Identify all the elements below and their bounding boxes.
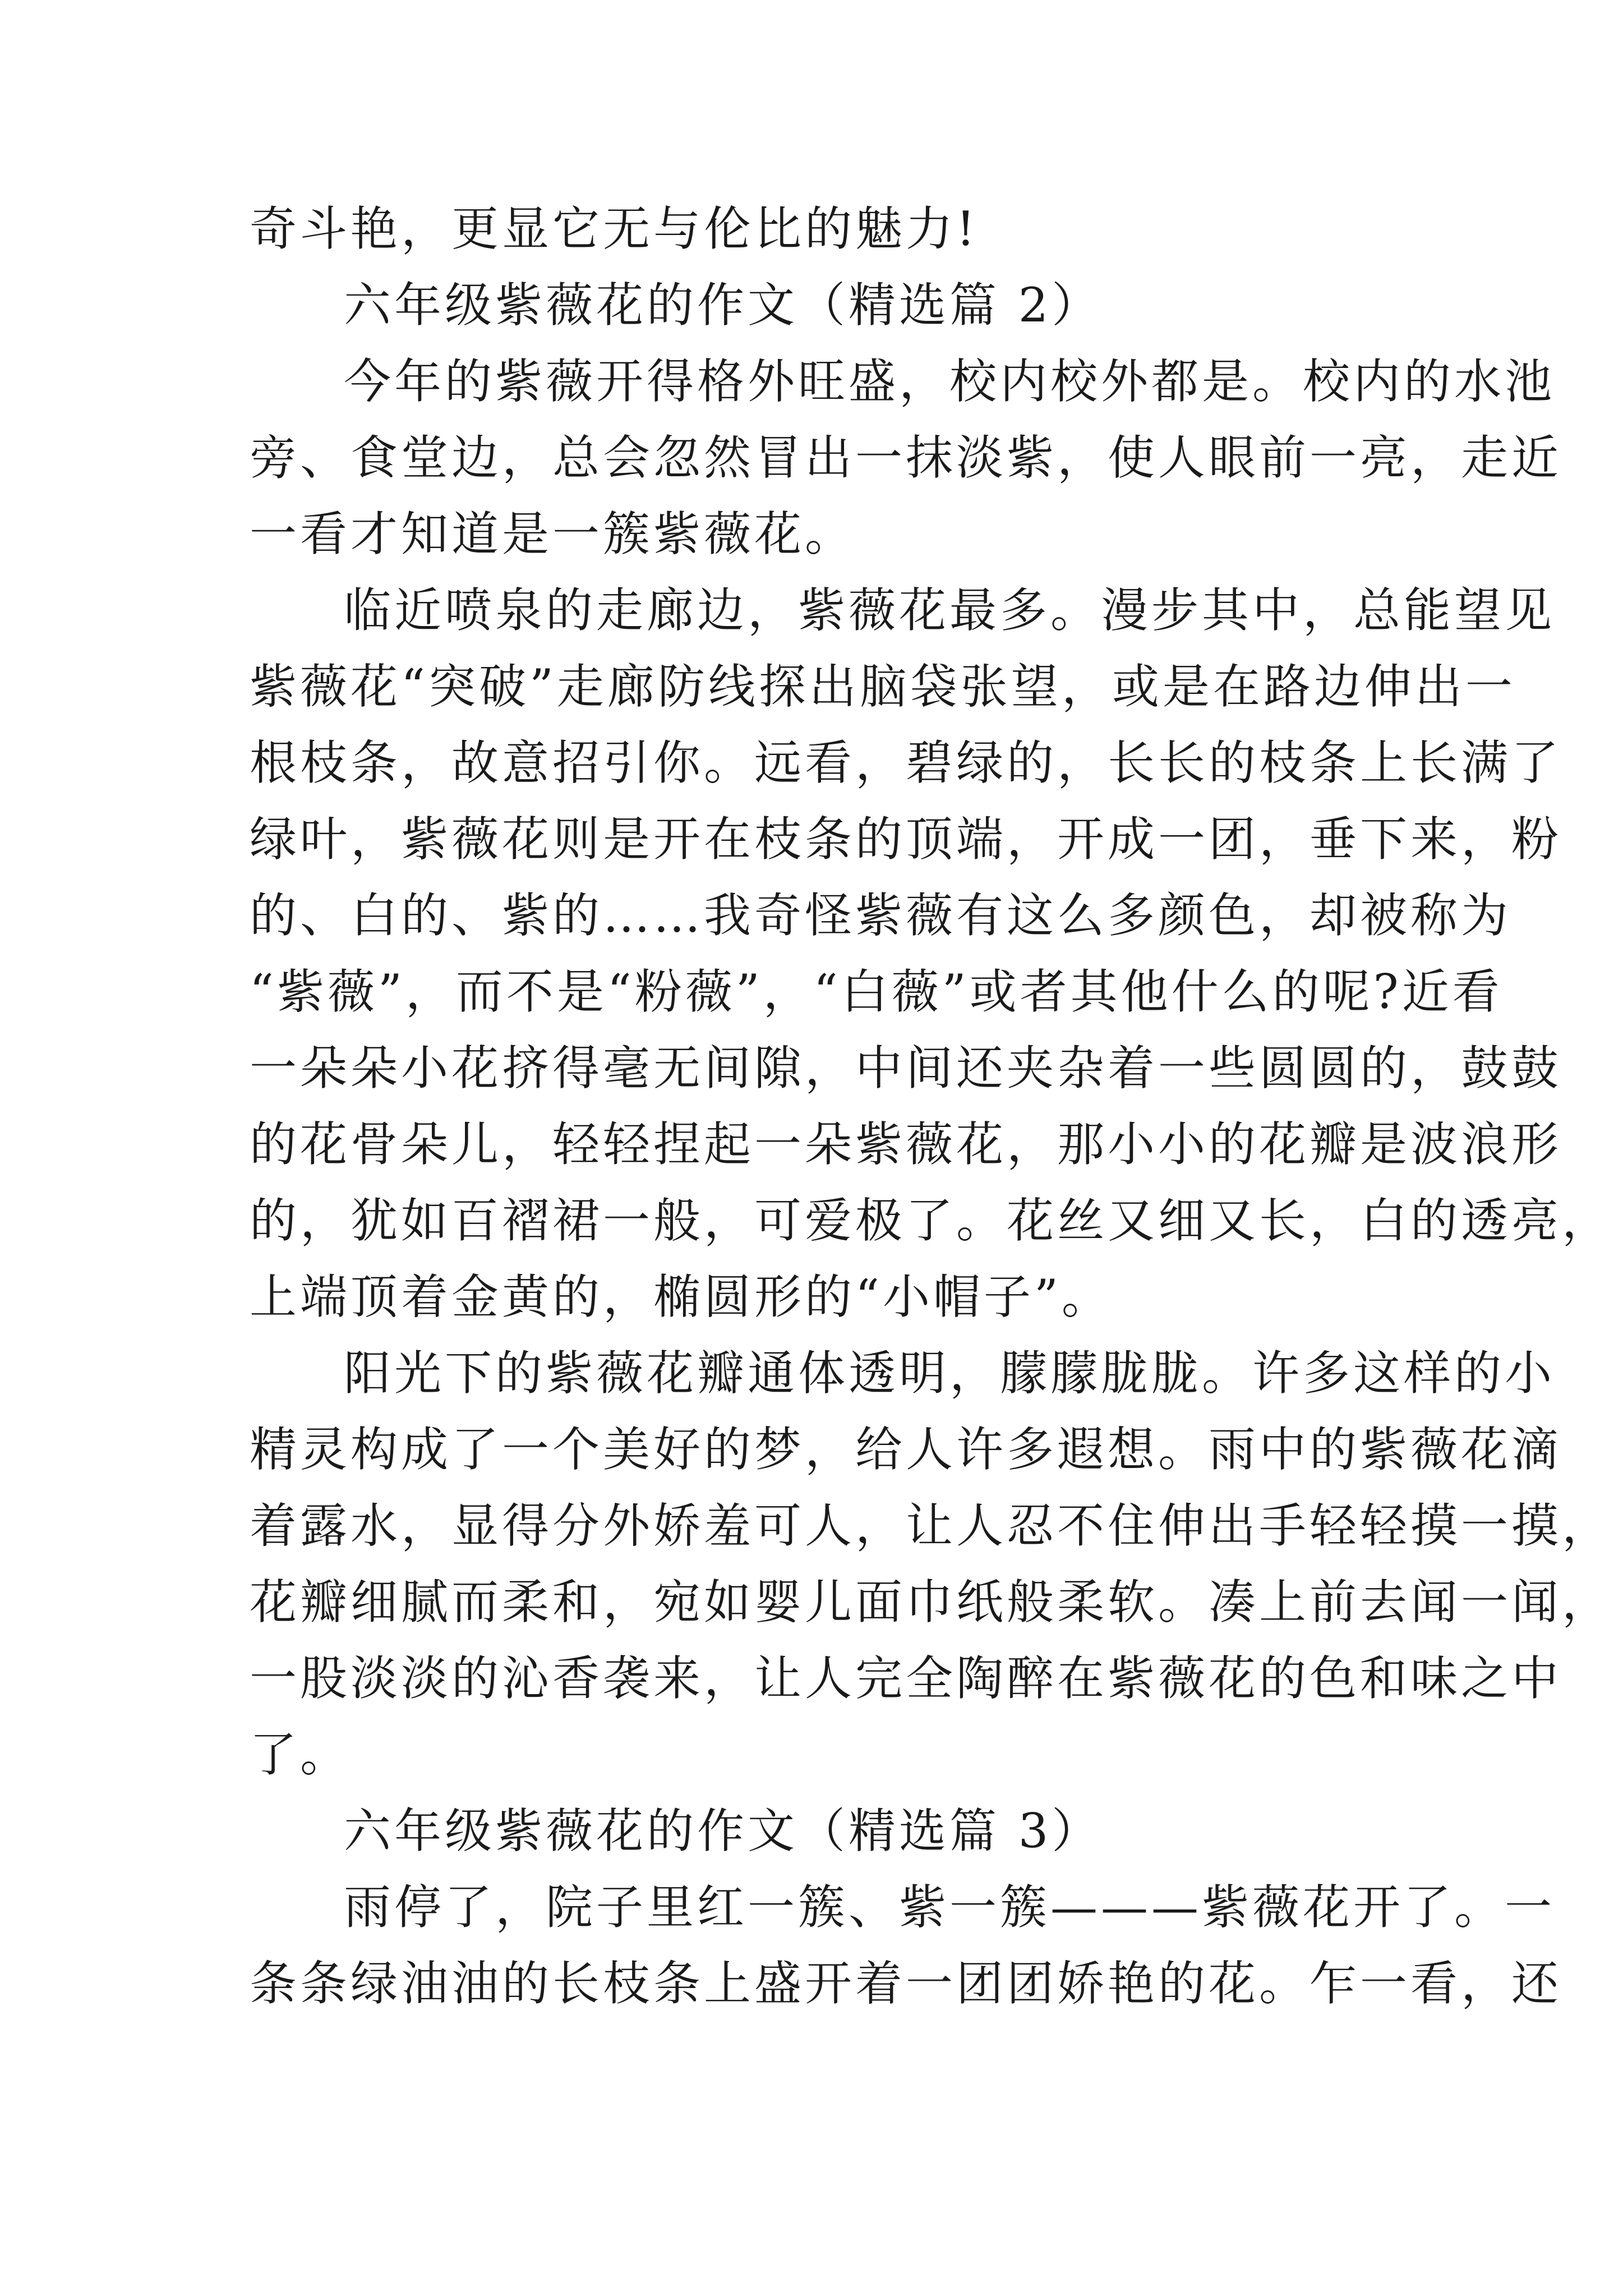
text-line: 的，犹如百褶裙一般，可爱极了。花丝又细又长，白的透亮， — [250, 1193, 1613, 1248]
text-line: 旁、食堂边，总会忽然冒出一抹淡紫，使人眼前一亮，走近 — [250, 430, 1562, 485]
text-line: 临近喷泉的走廊边，紫薇花最多。漫步其中，总能望见 — [344, 583, 1556, 638]
document-body — [250, 191, 1613, 2022]
text-line: 根枝条，故意招引你。远看，碧绿的，长长的枝条上长满了 — [250, 735, 1562, 790]
text-line: 着露水，显得分外娇羞可人，让人忍不住伸出手轻轻摸一摸， — [250, 1498, 1613, 1553]
text-line: 雨停了，院子里红一簇、紫一簇———紫薇花开了。一 — [344, 1880, 1556, 1935]
text-line: 今年的紫薇开得格外旺盛，校内校外都是。校内的水池 — [344, 354, 1556, 409]
text-line: 一看才知道是一簇紫薇花。 — [250, 507, 856, 562]
text-line: “紫薇”，而不是“粉薇”，“白薇”或者其他什么的呢?近看 — [250, 964, 1503, 1019]
text-line: 阳光下的紫薇花瓣通体透明，朦朦胧胧。许多这样的小 — [344, 1346, 1556, 1401]
text-line: 条条绿油油的长枝条上盛开着一团团娇艳的花。乍一看，还 — [250, 1956, 1562, 2011]
text-line: 的、白的、紫的……我奇怪紫薇有这么多颜色，却被称为 — [250, 888, 1512, 943]
text-line: 一朵朵小花挤得毫无间隙，中间还夹杂着一些圆圆的，鼓鼓 — [250, 1041, 1562, 1096]
text-line: 了。 — [250, 1727, 351, 1782]
text-line: 一股淡淡的沁香袭来，让人完全陶醉在紫薇花的色和味之中 — [250, 1651, 1562, 1706]
text-line: 上端顶着金黄的，椭圆形的“小帽子”。 — [250, 1269, 1112, 1324]
text-line: 绿叶，紫薇花则是开在枝条的顶端，开成一团，垂下来，粉 — [250, 812, 1562, 867]
text-line: 花瓣细腻而柔和，宛如婴儿面巾纸般柔软。凑上前去闻一闻， — [250, 1575, 1613, 1630]
section-heading: 六年级紫薇花的作文（精选篇 2） — [344, 278, 1103, 333]
text-line: 紫薇花“突破”走廊防线探出脑袋张望，或是在路边伸出一 — [250, 659, 1516, 714]
text-line: 奇斗艳，更显它无与伦比的魅力! — [250, 201, 979, 256]
text-line: 精灵构成了一个美好的梦，给人许多遐想。雨中的紫薇花滴 — [250, 1422, 1562, 1477]
text-line: 的花骨朵儿，轻轻捏起一朵紫薇花，那小小的花瓣是波浪形 — [250, 1117, 1562, 1172]
section-heading: 六年级紫薇花的作文（精选篇 3） — [344, 1803, 1103, 1858]
